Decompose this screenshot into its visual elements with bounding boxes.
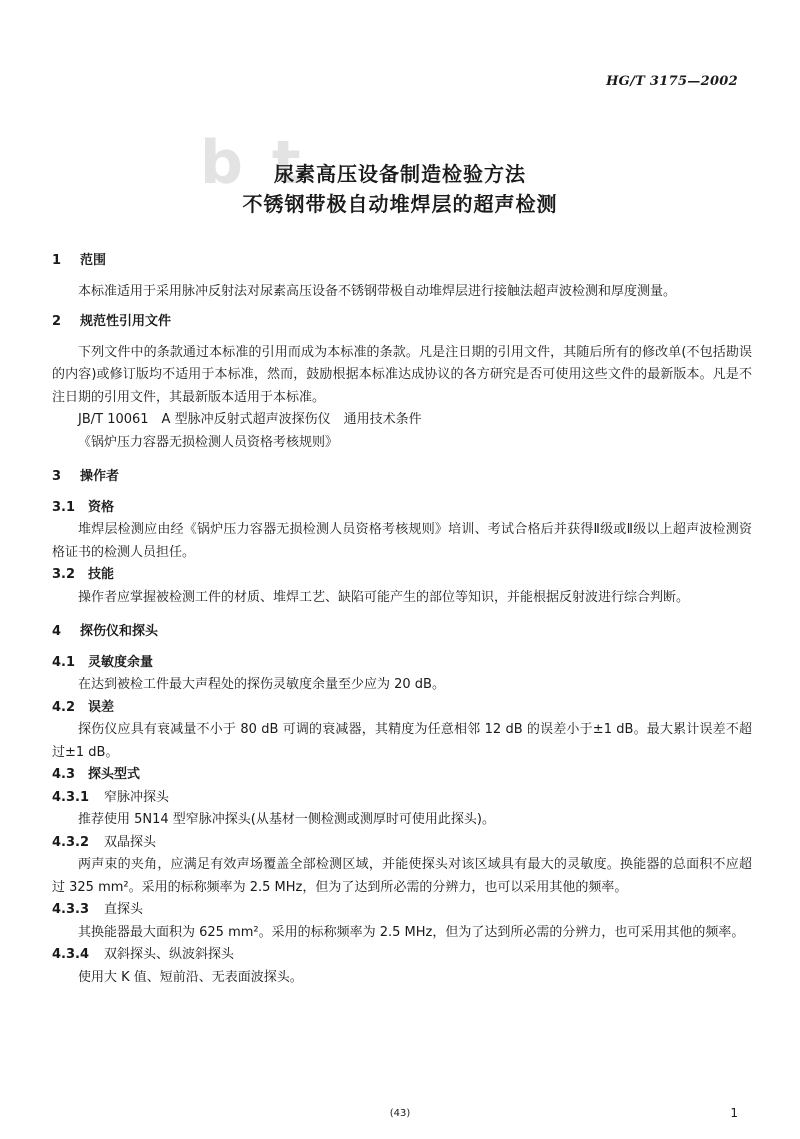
paragraph: 本标准适用于采用脉冲反射法对尿素高压设备不锈钢带极自动堆焊层进行接触法超声波检测和厚度测量。 [78,283,677,299]
page-number: 1 [730,1106,738,1120]
section-number: 4 [52,624,62,639]
section-title: 探伤仪和探头 [80,624,159,639]
subsection-title: 灵敏度余量 [88,654,154,670]
subsection-title: 误差 [88,699,115,715]
paragraph: 操作者应掌握被检测工件的材质、堆焊工艺、缺陷可能产生的部位等知识，并能根据反射波进行综合判断。 [78,589,690,605]
clause-title: 双斜探头、纵波斜探头 [104,947,235,962]
paragraph: 使用大 K 值、短前沿、无表面波探头。 [78,969,303,985]
section-number: 2 [52,314,62,329]
paragraph: 在达到被检工件最大声程处的探伤灵敏度余量至少应为 20 dB。 [78,677,445,692]
paragraph: 堆焊层检测应由经《锅炉压力容器无损检测人员资格考核规则》培训、考试合格后并获得Ⅱ级或Ⅱ级以上超声波检测资格证书的检测人员担任。 [52,522,752,560]
section-2-heading [52,311,752,334]
paragraph: 其换能器最大面积为 625 mm²。采用的标称频率为 2.5 MHz，但为了达到所必需的分辨力，也可采用其他的频率。 [78,924,745,940]
section-number: 1 [52,253,62,268]
clause-number: 4.3.2 [52,834,90,850]
clause-heading [52,899,752,922]
watermark: b t [200,128,305,198]
clause-number: 4.3.1 [52,789,90,805]
clause-title: 窄脉冲探头 [104,789,170,805]
subsection-heading [52,652,752,675]
subsection-number: 4.3 [52,767,76,782]
section-title: 规范性引用文件 [80,314,172,329]
section-4-heading [52,621,752,644]
subsection-number: 4.1 [52,654,76,670]
paragraph: 推荐使用 5N14 型窄脉冲探头(从基材一侧检测或测厚时可使用此探头)。 [78,812,495,827]
reference-item: JB/T 10061 A 型脉冲反射式超声波探伤仪 通用技术条件 [78,412,422,427]
section-3-heading [52,466,752,489]
subsection-title: 技能 [88,567,115,582]
paragraph: 下列文件中的条款通过本标准的引用而成为本标准的条款。凡是注日期的引用文件，其随后所有的修改单(不包括勘误的内容)或修订版均不适用于本标准，然而，鼓励根据本标准达成协议的各方研究是否可使用这些文件的最新版本。凡是不注日期的引用文件，其最新版本适用于本标准。 [52,344,752,405]
section-1-heading [52,250,752,273]
reference-item: 《锅炉压力容器无损检测人员资格考核规则》 [78,434,339,450]
clause-number: 4.3.4 [52,947,90,962]
section-title: 范围 [80,253,107,268]
subsection-number: 3.2 [52,567,76,582]
subsection-title: 探头型式 [88,767,141,782]
subsection-title: 资格 [88,499,115,515]
subsection-heading [52,497,752,520]
footer-page-marker: (43) [389,1108,411,1119]
document-body [52,250,752,989]
title-line-2: 不锈钢带极自动堆焊层的超声检测 [242,192,558,216]
subsection-number: 4.2 [52,699,76,715]
clause-heading [52,832,752,855]
subsection-heading [52,564,752,587]
title-line-1: 尿素高压设备制造检验方法 [274,162,526,186]
clause-title: 直探头 [104,902,144,917]
paragraph: 两声束的夹角，应满足有效声场覆盖全部检测区域，并能使探头对该区域具有最大的灵敏度。换能器的总面积不应超过 325 mm²。采用的标称频率为 2.5 MHz，但为了达到所必需的分辨力，也可以采用其他的频率。 [52,857,752,895]
subsection-heading [52,697,752,720]
clause-heading [52,787,752,810]
clause-title: 双晶探头 [104,834,157,850]
section-title: 操作者 [80,469,120,484]
subsection-number: 3.1 [52,499,76,515]
clause-heading [52,944,752,967]
paragraph: 探伤仪应具有衰减量不小于 80 dB 可调的衰减器，其精度为任意相邻 12 dB 的误差小于±1 dB。最大累计误差不超过±1 dB。 [52,722,752,760]
subsection-heading [52,764,752,787]
standard-code: HG/T 3175—2002 [606,74,738,89]
section-number: 3 [52,469,62,484]
clause-number: 4.3.3 [52,902,90,917]
